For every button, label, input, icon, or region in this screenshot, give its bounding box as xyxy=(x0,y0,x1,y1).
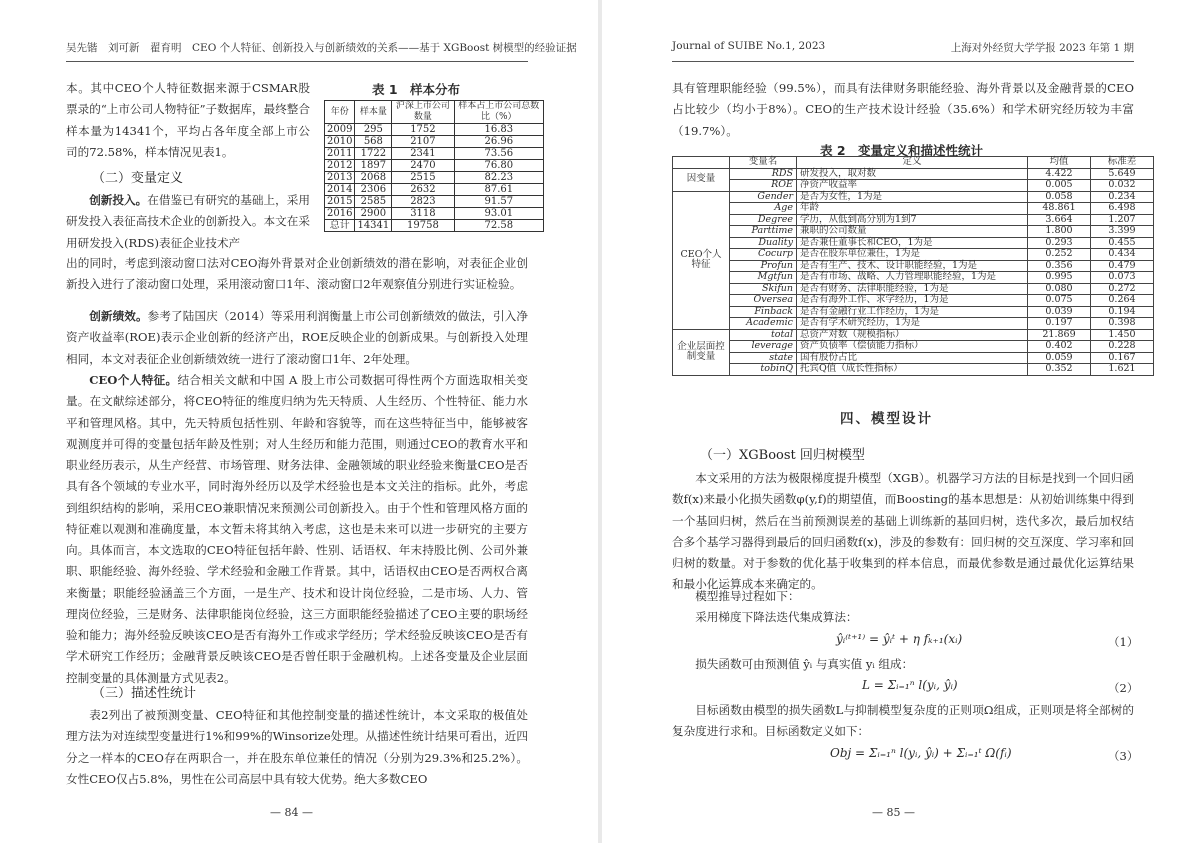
table1-sample-distribution xyxy=(324,100,544,232)
table2-definition: 是否有生产、技术、设计职能经验，1为是 xyxy=(797,260,1028,272)
header-rule xyxy=(672,61,1134,62)
table2-row xyxy=(673,237,1154,249)
page-number: — 84 — xyxy=(270,806,313,819)
table2-definition: 兼职的公司数量 xyxy=(797,226,1028,238)
table2-definition: 是否为女性，1为是 xyxy=(797,191,1028,203)
table2-variable-name: state xyxy=(730,352,797,364)
table1-cell: 2012 xyxy=(325,160,355,172)
table2-std: 0.167 xyxy=(1091,352,1154,364)
table1-row xyxy=(325,160,544,172)
table2-header-cell: 均值 xyxy=(1028,157,1091,169)
paragraph-rd xyxy=(66,190,310,254)
table2-variable-name: leverage xyxy=(730,341,797,353)
table2-mean: 0.402 xyxy=(1028,341,1091,353)
table2-definition: 是否有海外工作、求学经历，1为是 xyxy=(797,295,1028,307)
paragraph-text: 结合相关文献和中国 A 股上市公司数据可得性两个方面选取相关变量。在文献综述部分，将CEO特征的维度归纳为先天特质、人生经历、个性特征、能力水平和管理风格。其中，先天特质包括性别、年龄和容貌等，而在这些特征当中，能够被客观测度并可得的变量包括年龄及性别；对人生经历和能力范围，则通过CEO的教育水平和职业经历表示，从生产经营、市场管理、财务法律、金融领域的职业经验来衡量CEO是否具有各个领域的专业水平，同时海外经历以及学术经验也是本文关注的指标。此外，考虑到组织结构的影响，采用CEO兼职情况来预测公司创新投入。由于个性和管理风格方面的特征难以观测和准确度量，本文暂未将其纳入考虑，这也是未来可以进一步研究的主要方向。 xyxy=(66,373,528,558)
table2-mean: 4.422 xyxy=(1028,168,1091,180)
table2-row xyxy=(673,283,1154,295)
table2-variable-name: Profun xyxy=(730,260,797,272)
table1-cell: 2515 xyxy=(392,172,454,184)
table2-mean: 0.352 xyxy=(1028,364,1091,376)
table2-mean: 0.252 xyxy=(1028,249,1091,261)
table2-std: 3.399 xyxy=(1091,226,1154,238)
table2-std: 0.479 xyxy=(1091,260,1154,272)
table1-cell: 2632 xyxy=(392,184,454,196)
table1-cell: 2470 xyxy=(392,160,454,172)
table1-cell: 2900 xyxy=(355,208,392,220)
table2-definition: 学历，从低到高分别为1到7 xyxy=(797,214,1028,226)
table1-cell: 16.83 xyxy=(454,124,543,136)
table2-variable-name: Parttime xyxy=(730,226,797,238)
table2-mean: 21.869 xyxy=(1028,329,1091,341)
right-page xyxy=(600,0,1200,843)
table2-definition: 年龄 xyxy=(797,203,1028,215)
table1-cell: 2306 xyxy=(355,184,392,196)
table1-cell: 87.61 xyxy=(454,184,543,196)
table1-row xyxy=(325,172,544,184)
table2-variable-name: Age xyxy=(730,203,797,215)
table2-mean: 1.800 xyxy=(1028,226,1091,238)
table2-mean: 0.005 xyxy=(1028,180,1091,192)
table2-row xyxy=(673,329,1154,341)
table1-cell: 2010 xyxy=(325,136,355,148)
equation-number: （3） xyxy=(1108,749,1139,763)
table2-std: 0.234 xyxy=(1091,191,1154,203)
table2-std: 0.272 xyxy=(1091,283,1154,295)
table1-cell: 73.56 xyxy=(454,148,543,160)
table2-row xyxy=(673,249,1154,261)
table1-cell: 1897 xyxy=(355,160,392,172)
table2-row xyxy=(673,260,1154,272)
equation-1: ŷᵢ⁽ᵗ⁺¹⁾ = ŷᵢᵗ + η fₖ₊₁(xᵢ) xyxy=(836,632,963,646)
paragraph-rd-continued: 出的同时，考虑到滚动窗口法对CEO海外背景对企业创新绩效的潜在影响，对表征企业创新投入进行了滚动窗口处理，采用滚动窗口1年、滚动窗口2年观察值分别进行实证检验。 xyxy=(66,256,528,292)
subsection-xgboost: （一）XGBoost 回归树模型 xyxy=(700,448,865,463)
table2-header-cell: 定义 xyxy=(797,157,1028,169)
table1-row xyxy=(325,136,544,148)
table2-std: 6.498 xyxy=(1091,203,1154,215)
table1-title: 表 1 样本分布 xyxy=(372,82,461,97)
equation-number: （1） xyxy=(1108,635,1139,649)
table2-mean: 0.356 xyxy=(1028,260,1091,272)
table2-mean: 0.059 xyxy=(1028,352,1091,364)
table2-std: 0.455 xyxy=(1091,237,1154,249)
table2-row xyxy=(673,272,1154,284)
journal-header-issue: 上海对外经贸大学学报 2023 年第 1 期 xyxy=(950,42,1134,54)
table1-cell: 93.01 xyxy=(454,208,543,220)
table2-group-label: CEO个人特征 xyxy=(673,191,730,329)
table1-header-cell: 沪深上市公司数量 xyxy=(392,101,454,124)
table1-row xyxy=(325,148,544,160)
table2-row xyxy=(673,306,1154,318)
table1-header-cell: 样本量 xyxy=(355,101,392,124)
paragraph-xgboost: 本文采用的方法为极限梯度提升模型（XGB）。机器学习方法的目标是找到一个回归函数f(x)来最小化损失函数φ(y,f)的期望值，而Boosting的基本思想是：从初始训练集中得到一个基回归树，然后在当前预测误差的基础上训练新的基回归树，迭代多次，最后加权结合多个基学习器得到最后的回归函数f(x)，涉及的参数有：回归树的交互深度、学习率和回归树的数量。对于参数的优化基于收集到的样本信息，而最优参数是通过最优化运算结果和最小化运算成本来确定的。 xyxy=(672,471,1134,592)
table2-variable-name: RDS xyxy=(730,168,797,180)
table2-row xyxy=(673,295,1154,307)
table2-std: 1.207 xyxy=(1091,214,1154,226)
table2-definition: 是否有财务、法律职能经验，1为是 xyxy=(797,283,1028,295)
journal-header: Journal of SUIBE No.1, 2023 xyxy=(672,40,826,52)
table2-definition: 是否在股东单位兼任，1为是 xyxy=(797,249,1028,261)
table1-cell: 2107 xyxy=(392,136,454,148)
table2-std: 1.450 xyxy=(1091,329,1154,341)
table2-variable-name: total xyxy=(730,329,797,341)
table2-variable-name: Degree xyxy=(730,214,797,226)
table2-definition: 是否有金融行业工作经历，1为是 xyxy=(797,306,1028,318)
paragraph-derivation: 模型推导过程如下： xyxy=(695,589,800,603)
table1-cell: 2013 xyxy=(325,172,355,184)
table2-definition: 托宾Q值（成长性指标） xyxy=(797,364,1028,376)
table1-cell: 568 xyxy=(355,136,392,148)
table2-row xyxy=(673,341,1154,353)
table2-group-label: 企业层面控制变量 xyxy=(673,329,730,375)
table2-row xyxy=(673,318,1154,330)
table2-variable-name: Skifun xyxy=(730,283,797,295)
table1-cell: 2009 xyxy=(325,124,355,136)
table1-cell: 1722 xyxy=(355,148,392,160)
equation-3: Obj = Σᵢ₌₁ⁿ l(yᵢ, ŷᵢ) + Σᵢ₌₁ᵗ Ω(fᵢ) xyxy=(830,746,1012,760)
table1-cell: 295 xyxy=(355,124,392,136)
paragraph-performance xyxy=(66,306,528,370)
table2-std: 0.398 xyxy=(1091,318,1154,330)
table2-variable-name: Duality xyxy=(730,237,797,249)
table2-variable-definitions xyxy=(672,156,1154,376)
table1-cell: 26.96 xyxy=(454,136,543,148)
table2-definition: 是否兼任董事长和CEO，1为是 xyxy=(797,237,1028,249)
paragraph-loss: 损失函数可由预测值 ŷᵢ 与真实值 yᵢ 组成： xyxy=(695,657,914,671)
table1-row xyxy=(325,124,544,136)
table2-definition: 资产负债率（偿债能力指标） xyxy=(797,341,1028,353)
table2-mean: 0.293 xyxy=(1028,237,1091,249)
table1-header-cell: 样本占上市公司总数比（%） xyxy=(454,101,543,124)
table1-cell: 2014 xyxy=(325,184,355,196)
paragraph-ceo-traits xyxy=(66,370,528,562)
table2-mean: 0.995 xyxy=(1028,272,1091,284)
table1-cell: 2068 xyxy=(355,172,392,184)
table2-definition: 净资产收益率 xyxy=(797,180,1028,192)
header-rule xyxy=(66,61,528,62)
table2-mean: 0.075 xyxy=(1028,295,1091,307)
table2-definition: 研发投入，取对数 xyxy=(797,168,1028,180)
table2-std: 1.621 xyxy=(1091,364,1154,376)
table2-definition: 是否有市场、战略、人力管理职能经验，1为是 xyxy=(797,272,1028,284)
paragraph-objective: 目标函数由模型的损失函数L与抑制模型复杂度的正则项Ω组成，正则项是将全部树的复杂度进行求和。目标函数定义如下： xyxy=(672,703,1134,739)
paragraph-text: 参考了陆国庆（2014）等采用利润衡量上市公司创新绩效的做法，引入净资产收益率(ROE)表示企业创新的经济产出，ROE反映企业的创新成果。与创新投入处理相同，本文对表征企业创新绩效统一进行了滚动窗口1年、2年处理。 xyxy=(66,309,528,366)
table2-variable-name: Gender xyxy=(730,191,797,203)
table1-cell: 3118 xyxy=(392,208,454,220)
table2-header-cell xyxy=(673,157,730,169)
paragraph-gradient: 采用梯度下降法迭代集成算法： xyxy=(695,610,858,624)
table2-row xyxy=(673,352,1154,364)
table2-group-label: 因变量 xyxy=(673,168,730,191)
table2-row xyxy=(673,191,1154,203)
table2-row xyxy=(673,364,1154,376)
table2-mean: 0.080 xyxy=(1028,283,1091,295)
table1-cell: 2341 xyxy=(392,148,454,160)
table2-definition: 总资产对数（规模指标） xyxy=(797,329,1028,341)
table1-cell: 2011 xyxy=(325,148,355,160)
table1-header-row xyxy=(325,101,544,124)
table2-definition: 是否有学术研究经历，1为是 xyxy=(797,318,1028,330)
table1-cell: 1752 xyxy=(392,124,454,136)
table2-variable-name: ROE xyxy=(730,180,797,192)
table1-row xyxy=(325,208,544,220)
paragraph-text: 在借鉴已有研究的基础上，采用研发投入表征高技术企业的创新投入。本文在采用研发投入(RDS)表征企业技术产 xyxy=(66,193,310,250)
table1-row xyxy=(325,220,544,232)
table2-variable-name: Cocurp xyxy=(730,249,797,261)
table2-mean: 48.861 xyxy=(1028,203,1091,215)
section-heading-model: 四、模型设计 xyxy=(840,411,933,427)
term-label: CEO个人特征。 xyxy=(89,373,178,387)
table2-row xyxy=(673,168,1154,180)
table1-cell: 总计 xyxy=(325,220,355,232)
table2-mean: 0.197 xyxy=(1028,318,1091,330)
table2-header-row xyxy=(673,157,1154,169)
term-label: 创新投入。 xyxy=(89,193,148,207)
paragraph-specific: 具体而言，本文选取的CEO特征包括年龄、性别、话语权、年末持股比例、公司外兼职、职能经验、海外经验、学术经验和金融工作背景。其中，话语权由CEO是否两权合离来衡量；职能经验涵盖三个方面，一是生产、技术和设计岗位经验，二是市场、人力、管理岗位经验，三是财务、法律职能岗位经验，这三方面职能经验描述了CEO主要的职场经验和能力；海外经验反映该CEO是否有海外工作或求学经历；学术经验反映该CEO是否有学术研究工作经历；金融背景反映该CEO是否曾任职于金融机构。上述各变量及企业层面控制变量的具体测量方式见表2。 xyxy=(66,543,528,685)
table2-variable-name: Oversea xyxy=(730,295,797,307)
term-label: 创新绩效。 xyxy=(89,309,148,323)
table1-cell: 2585 xyxy=(355,196,392,208)
equation-number: （2） xyxy=(1108,681,1139,695)
running-header: 吴先锴 刘可新 翟育明 CEO 个人特征、创新投入与创新绩效的关系——基于 XGBoost 树模型的经验证据 xyxy=(66,42,577,54)
table1-cell: 2016 xyxy=(325,208,355,220)
subsection-variable-definition: （二）变量定义 xyxy=(92,171,184,186)
paragraph-descriptive: 表2列出了被预测变量、CEO特征和其他控制变量的描述性统计，本文采取的极值处理方法为对连续型变量进行1%和99%的Winsorize处理。从描述性统计结果可看出，近四分之一样本的CEO存在两职合一，并在股东单位兼任的情况（分别为29.3%和25.2%）。女性CEO仅占5.8%，男性在公司高层中具有较大优势。绝大多数CEO xyxy=(66,708,528,786)
table1-cell: 76.80 xyxy=(454,160,543,172)
equation-2: L = Σᵢ₌₁ⁿ l(yᵢ, ŷᵢ) xyxy=(862,678,958,692)
table2-variable-name: Academic xyxy=(730,318,797,330)
table2-title: 表 2 变量定义和描述性统计 xyxy=(820,143,984,158)
table1-cell: 2823 xyxy=(392,196,454,208)
table2-variable-name: Finback xyxy=(730,306,797,318)
table1-row xyxy=(325,184,544,196)
table1-header-cell: 年份 xyxy=(325,101,355,124)
table1-cell: 82.23 xyxy=(454,172,543,184)
table2-row xyxy=(673,226,1154,238)
table2-row xyxy=(673,214,1154,226)
table2-definition: 国有股份占比 xyxy=(797,352,1028,364)
table2-mean: 0.039 xyxy=(1028,306,1091,318)
table1-cell: 91.57 xyxy=(454,196,543,208)
table2-mean: 3.664 xyxy=(1028,214,1091,226)
table2-std: 0.194 xyxy=(1091,306,1154,318)
table2-header-cell: 标准差 xyxy=(1091,157,1154,169)
table2-row xyxy=(673,203,1154,215)
table1-cell: 2015 xyxy=(325,196,355,208)
table2-mean: 0.058 xyxy=(1028,191,1091,203)
table2-variable-name: Mgtfun xyxy=(730,272,797,284)
table1-cell: 19758 xyxy=(392,220,454,232)
subsection-descriptive-stats: （三）描述性统计 xyxy=(92,686,197,701)
table2-std: 5.649 xyxy=(1091,168,1154,180)
table2-std: 0.434 xyxy=(1091,249,1154,261)
table1-cell: 14341 xyxy=(355,220,392,232)
table2-std: 0.228 xyxy=(1091,341,1154,353)
table2-std: 0.032 xyxy=(1091,180,1154,192)
table2-variable-name: tobinQ xyxy=(730,364,797,376)
table2-row xyxy=(673,180,1154,192)
table1-cell: 72.58 xyxy=(454,220,543,232)
paragraph-top: 具有管理职能经验（99.5%），而具有法律财务职能经验、海外背景以及金融背景的CEO占比较少（均小于8%）。CEO的生产技术设计经验（35.6%）和学术研究经历较为丰富（19.7%）。 xyxy=(672,81,1134,138)
table2-std: 0.264 xyxy=(1091,295,1154,307)
table2-header-cell: 变量名 xyxy=(730,157,797,169)
table1-row xyxy=(325,196,544,208)
table2-std: 0.073 xyxy=(1091,272,1154,284)
paragraph-intro: 本。其中CEO个人特征数据来源于CSMAR股票录的“上市公司人物特征”子数据库，最终整合样本量为14341个，平均占各年度全部上市公司的72.58%，样本情况见表1。 xyxy=(66,81,310,159)
page-number: — 85 — xyxy=(872,806,915,819)
